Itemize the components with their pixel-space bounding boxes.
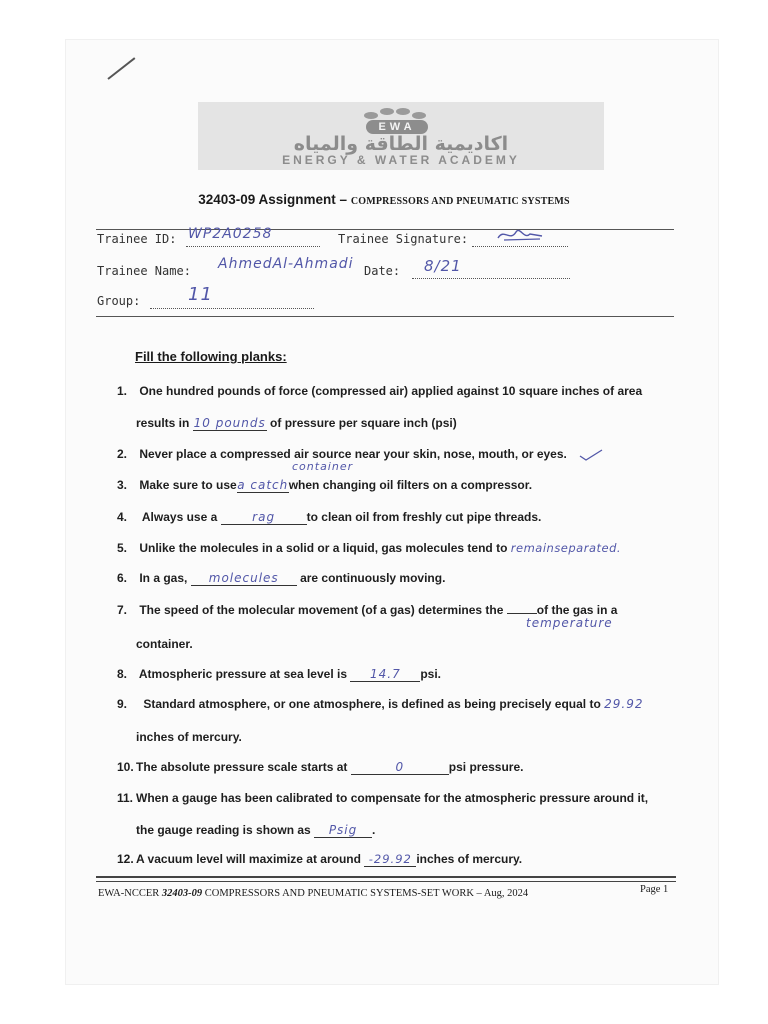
question-3: 3. Make sure to usea catchwhen changing oil filters on a compressor.: [117, 478, 533, 492]
trainee-signature-label: Trainee Signature:: [338, 232, 469, 246]
answer-3: a catch: [237, 478, 289, 492]
answer-blank-11[interactable]: [314, 823, 372, 838]
answer-12: -29.92: [368, 852, 412, 866]
footer-code: 32403-09: [161, 888, 203, 899]
signature-scribble-icon: [494, 224, 546, 244]
answer-10: 0: [395, 760, 405, 774]
answer-blank-10[interactable]: [351, 760, 449, 775]
answer-5: remainseparated.: [510, 541, 622, 555]
question-9-line2: inches of mercury.: [136, 730, 242, 744]
answer-blank-12[interactable]: [364, 852, 416, 867]
answer-blank-6[interactable]: [191, 571, 297, 586]
title-sub: COMPRESSORS AND PNEUMATIC SYSTEMS: [350, 196, 570, 207]
footer-rule-thin: [96, 881, 676, 882]
question-6: 6. In a gas, molecules are continuously moving.: [117, 571, 446, 585]
logo-mark: EWA: [366, 120, 428, 134]
trainee-id-label: Trainee ID:: [97, 232, 177, 246]
question-12: 12. A vacuum level will maximize at around -29.92 inches of mercury.: [117, 852, 523, 866]
group-line: [150, 294, 314, 309]
question-5: 5. Unlike the molecules in a solid or a liquid, gas molecules tend to remainseparated.: [117, 541, 622, 555]
question-7: 7. The speed of the molecular movement (of a gas) determines the of the gas in a: [117, 603, 618, 617]
title-main: 32403-09 Assignment –: [198, 192, 351, 207]
answer-6: molecules: [208, 571, 279, 585]
question-4: 4. Always use a rag to clean oil from freshly cut pipe threads.: [117, 510, 542, 524]
question-11: 11. When a gauge has been calibrated to compensate for the atmospheric pressure around it,: [117, 791, 649, 805]
academy-logo: [198, 102, 604, 170]
trainee-id-value: WP2A0258: [188, 226, 273, 242]
answer-11: Psig: [328, 823, 358, 837]
group-label: Group:: [97, 294, 141, 308]
answer-4: rag: [252, 510, 276, 524]
logo-arabic-text: اكاديمية الطاقة والمياه: [293, 133, 509, 155]
header-rule-top: [96, 229, 674, 230]
document-title: [0, 192, 768, 207]
answer-blank-8[interactable]: [350, 667, 420, 682]
answer-7: temperature: [526, 616, 613, 630]
footer-text: EWA-NCCER 32403-09 COMPRESSORS AND PNEUMATIC SYSTEMS-SET WORK – Aug, 2024: [98, 888, 529, 899]
section-heading: Fill the following planks:: [135, 349, 287, 364]
trainee-name-label: Trainee Name:: [97, 264, 191, 278]
question-1-line2: results in 10 pounds of pressure per square inch (psi): [136, 416, 457, 430]
trainee-name-value: AhmedAl-Ahmadi: [218, 256, 354, 272]
question-8: 8. Atmospheric pressure at sea level is 14.7 psi.: [117, 667, 442, 681]
answer-3-note: container: [292, 460, 354, 473]
answer-blank-7[interactable]: [507, 613, 537, 614]
answer-blank-1[interactable]: [193, 416, 267, 431]
question-10: 10. The absolute pressure scale starts at 0 psi pressure.: [117, 760, 524, 774]
tick-mark-icon: [578, 448, 604, 462]
answer-8: 14.7: [369, 667, 401, 681]
logo-english-text: ENERGY & WATER ACADEMY: [282, 153, 520, 167]
page-number: Page 1: [640, 884, 669, 895]
answer-1: 10 pounds: [193, 416, 266, 430]
question-1: 1. One hundred pounds of force (compressed air) applied against 10 square inches of area: [117, 384, 643, 398]
footer-rule: [96, 876, 676, 878]
question-9: 9. Standard atmosphere, or one atmosphere, is defined as being precisely equal to 29.92: [117, 697, 644, 711]
question-11-line2: the gauge reading is shown as Psig .: [136, 823, 376, 837]
group-value: 11: [188, 284, 213, 305]
question-7-line2: container.: [136, 637, 193, 651]
answer-9: 29.92: [604, 697, 644, 711]
answer-blank-3[interactable]: [237, 478, 289, 493]
date-label: Date:: [364, 264, 401, 278]
answer-blank-4[interactable]: [221, 510, 307, 525]
header-rule-bottom: [96, 316, 674, 317]
date-value: 8/21: [424, 257, 462, 275]
question-2: 2. Never place a compressed air source near your skin, nose, mouth, or eyes.: [117, 447, 567, 461]
